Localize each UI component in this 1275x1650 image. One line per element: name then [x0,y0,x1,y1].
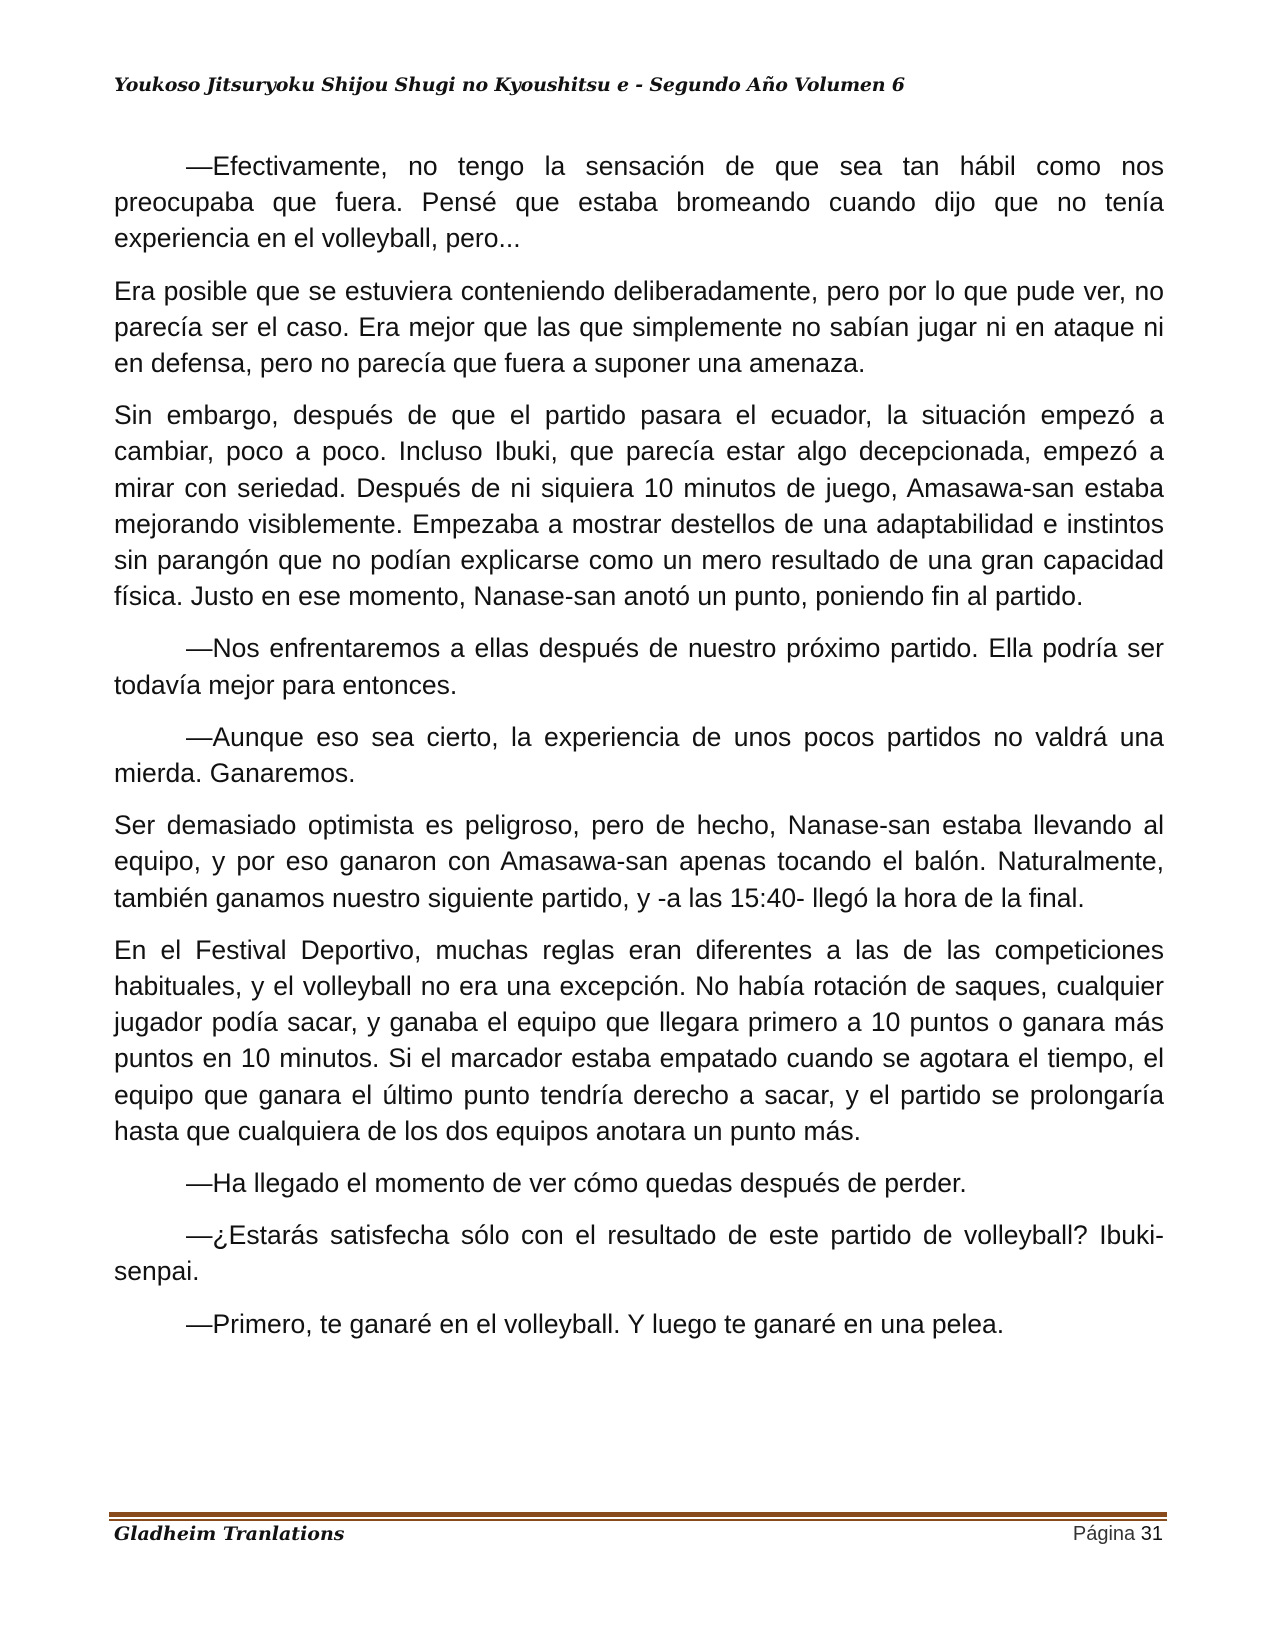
paragraph: En el Festival Deportivo, muchas reglas eran diferentes a las de las competiciones habituales, y el volleyball no era una excepción. No había rotación de saques, cualquier jugador podía sacar, y ganaba el equipo que llegara primero a 10 puntos o ganara más puntos en 10 minutos. Si el marcador estaba empatado cuando se agotara el tiempo, el equipo que ganara el último punto tendría derecho a sacar, y el partido se prolongaría hasta que cualquiera de los dos equipos anotara un punto más. [114,934,1164,1146]
page-number [1073,1523,1163,1546]
paragraph: —Ha llegado el momento de ver cómo quedas después de perder. [186,1168,967,1199]
footer-divider-thin [109,1519,1167,1521]
footer-divider [109,1512,1167,1517]
paragraph: —Primero, te ganaré en el volleyball. Y luego te ganaré en una pelea. [186,1308,1005,1339]
paragraph: Sin embargo, después de que el partido pasara el ecuador, la situación empezó a cambiar, poco a poco. Incluso Ibuki, que parecía estar algo decepcionada, empezó a mirar con seriedad. Después de ni siquiera 10 minutos de juego, Amasawa-san estaba mejorando visiblemente. Empezaba a mostrar destellos de una adaptabilidad e instintos sin parangón que no podían explicarse como un mero resultado de una gran capacidad física. Justo en ese momento, Nanase-san anotó un punto, poniendo fin al partido. [114,400,1164,612]
page-label: Página [1072,1523,1136,1545]
footer-credit: Gladheim Tranlations [114,1523,345,1545]
page-header-title: Youkoso Jitsuryoku Shijou Shugi no Kyoushitsu e - Segundo Año Volumen 6 [114,74,905,96]
paragraph: —Efectivamente, no tengo la sensación de que sea tan hábil como nos preocupaba que fuera. Pensé que estaba bromeando cuando dijo que no tenía experiencia en el volleyball, pero... [114,151,1164,254]
chapter-body [114,148,1164,1358]
paragraph: Ser demasiado optimista es peligroso, pero de hecho, Nanase-san estaba llevando al equipo, y por eso ganaron con Amasawa-san apenas tocando el balón. Naturalmente, también ganamos nuestro siguiente partido, y -a las 15:40- llegó la hora de la final. [114,810,1164,913]
paragraph: Era posible que se estuviera conteniendo deliberadamente, pero por lo que pude ver, no parecía ser el caso. Era mejor que las que simplemente no sabían jugar ni en ataque ni en defensa, pero no parecía que fuera a suponer una amenaza. [114,275,1164,379]
paragraph: —¿Estarás satisfecha sólo con el resultado de este partido de volleyball? Ibuki-senpai. [114,1220,1164,1287]
paragraph: —Aunque eso sea cierto, la experiencia de unos pocos partidos no valdrá una mierda. Ganaremos. [114,721,1164,789]
page-number-value: 31 [1140,1523,1163,1545]
paragraph: —Nos enfrentaremos a ellas después de nuestro próximo partido. Ella podría ser todavía mejor para entonces. [114,633,1164,700]
